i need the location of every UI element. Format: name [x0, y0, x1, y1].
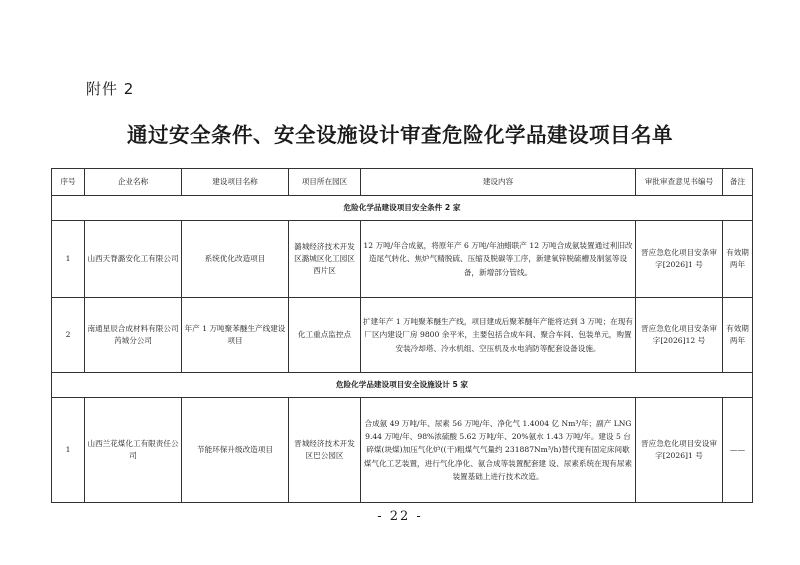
cell-company: 南通星辰合成材料有限公司芮城分公司	[85, 298, 182, 373]
section-heading-safety-conditions: 危险化学品建设项目安全条件 2 家	[52, 196, 753, 221]
column-header-content: 建设内容	[361, 169, 636, 196]
cell-remark: 有效期两年	[723, 298, 753, 373]
table-header-row	[52, 169, 753, 196]
cell-company: 山西兰花煤化工有限责任公司	[85, 398, 182, 503]
page-number: - 22 -	[377, 509, 423, 524]
cell-remark: 有效期两年	[723, 221, 753, 298]
table-row	[52, 221, 753, 298]
column-header-park: 项目所在园区	[289, 169, 361, 196]
cell-project: 系统优化改造项目	[182, 221, 289, 298]
project-table	[51, 168, 753, 503]
cell-company: 山西天脊潞安化工有限公司	[85, 221, 182, 298]
cell-seq: 1	[52, 398, 85, 503]
column-header-project: 建设项目名称	[182, 169, 289, 196]
cell-park: 潞城经济技术开发区潞城区化工园区西片区	[289, 221, 361, 298]
column-header-approval: 审批审查意见书编号	[636, 169, 723, 196]
column-header-seq: 序号	[52, 169, 85, 196]
cell-project: 节能环保升级改造项目	[182, 398, 289, 503]
section-heading-safety-design: 危险化学品建设项目安全设施设计 5 家	[52, 373, 753, 398]
cell-seq: 2	[52, 298, 85, 373]
cell-park: 晋城经济技术开发区巴公园区	[289, 398, 361, 503]
column-header-company: 企业名称	[85, 169, 182, 196]
cell-project: 年产 1 万吨聚苯醚生产线建设项目	[182, 298, 289, 373]
attachment-label: 附件 2	[86, 80, 135, 98]
section-row	[52, 196, 753, 221]
cell-content: 合成氨 49 万吨/年、尿素 56 万吨/年、净化气 1.4004 亿 Nm³/年；副产 LNG9.44 万吨/年、98%浓硫酸 5.62 万吨/年、20%氨水 1.43 万吨/年。建设 5 台碎煤(块煤)加压气化炉((干)粗煤气气量约 231887Nm³/h)替代现有固定床间歇煤气化工艺装置，进行气化净化、氨合成等装置配套建 设、尿素系统在现有尿素装置基础上进行技术改造。	[361, 398, 636, 503]
cell-content: 扩建年产 1 万吨聚苯醚生产线，项目建成后聚苯醚年产能将达到 3 万吨；在现有厂区内建设厂房 9800 余平米，主要包括合成车间、聚合车间、包装单元，购置安装冷却塔、冷水机组、空压机及水电消防等配套设备设施。	[361, 298, 636, 373]
table-row	[52, 398, 753, 503]
cell-seq: 1	[52, 221, 85, 298]
cell-remark: ——	[723, 398, 753, 503]
cell-content: 12 万吨/年合成氨，将原年产 6 万吨/年油蜡联产 12 万吨合成氨装置通过利旧改造尾气转化、焦炉气精脱硫、压缩及脱碳等工序，新建氧锌脱硫槽及制氢等设备，新增部分管线。	[361, 221, 636, 298]
cell-park: 化工重点监控点	[289, 298, 361, 373]
table-row	[52, 298, 753, 373]
column-header-remark: 备注	[723, 169, 753, 196]
section-row	[52, 373, 753, 398]
cell-approval: 晋应急危化项目安条审字[2026]1 号	[636, 221, 723, 298]
cell-approval: 晋应急危化项目安设审字[2026]1 号	[636, 398, 723, 503]
document-title: 通过安全条件、安全设施设计审查危险化学品建设项目名单	[127, 123, 673, 147]
cell-approval: 晋应急危化项目安条审字[2026]12 号	[636, 298, 723, 373]
